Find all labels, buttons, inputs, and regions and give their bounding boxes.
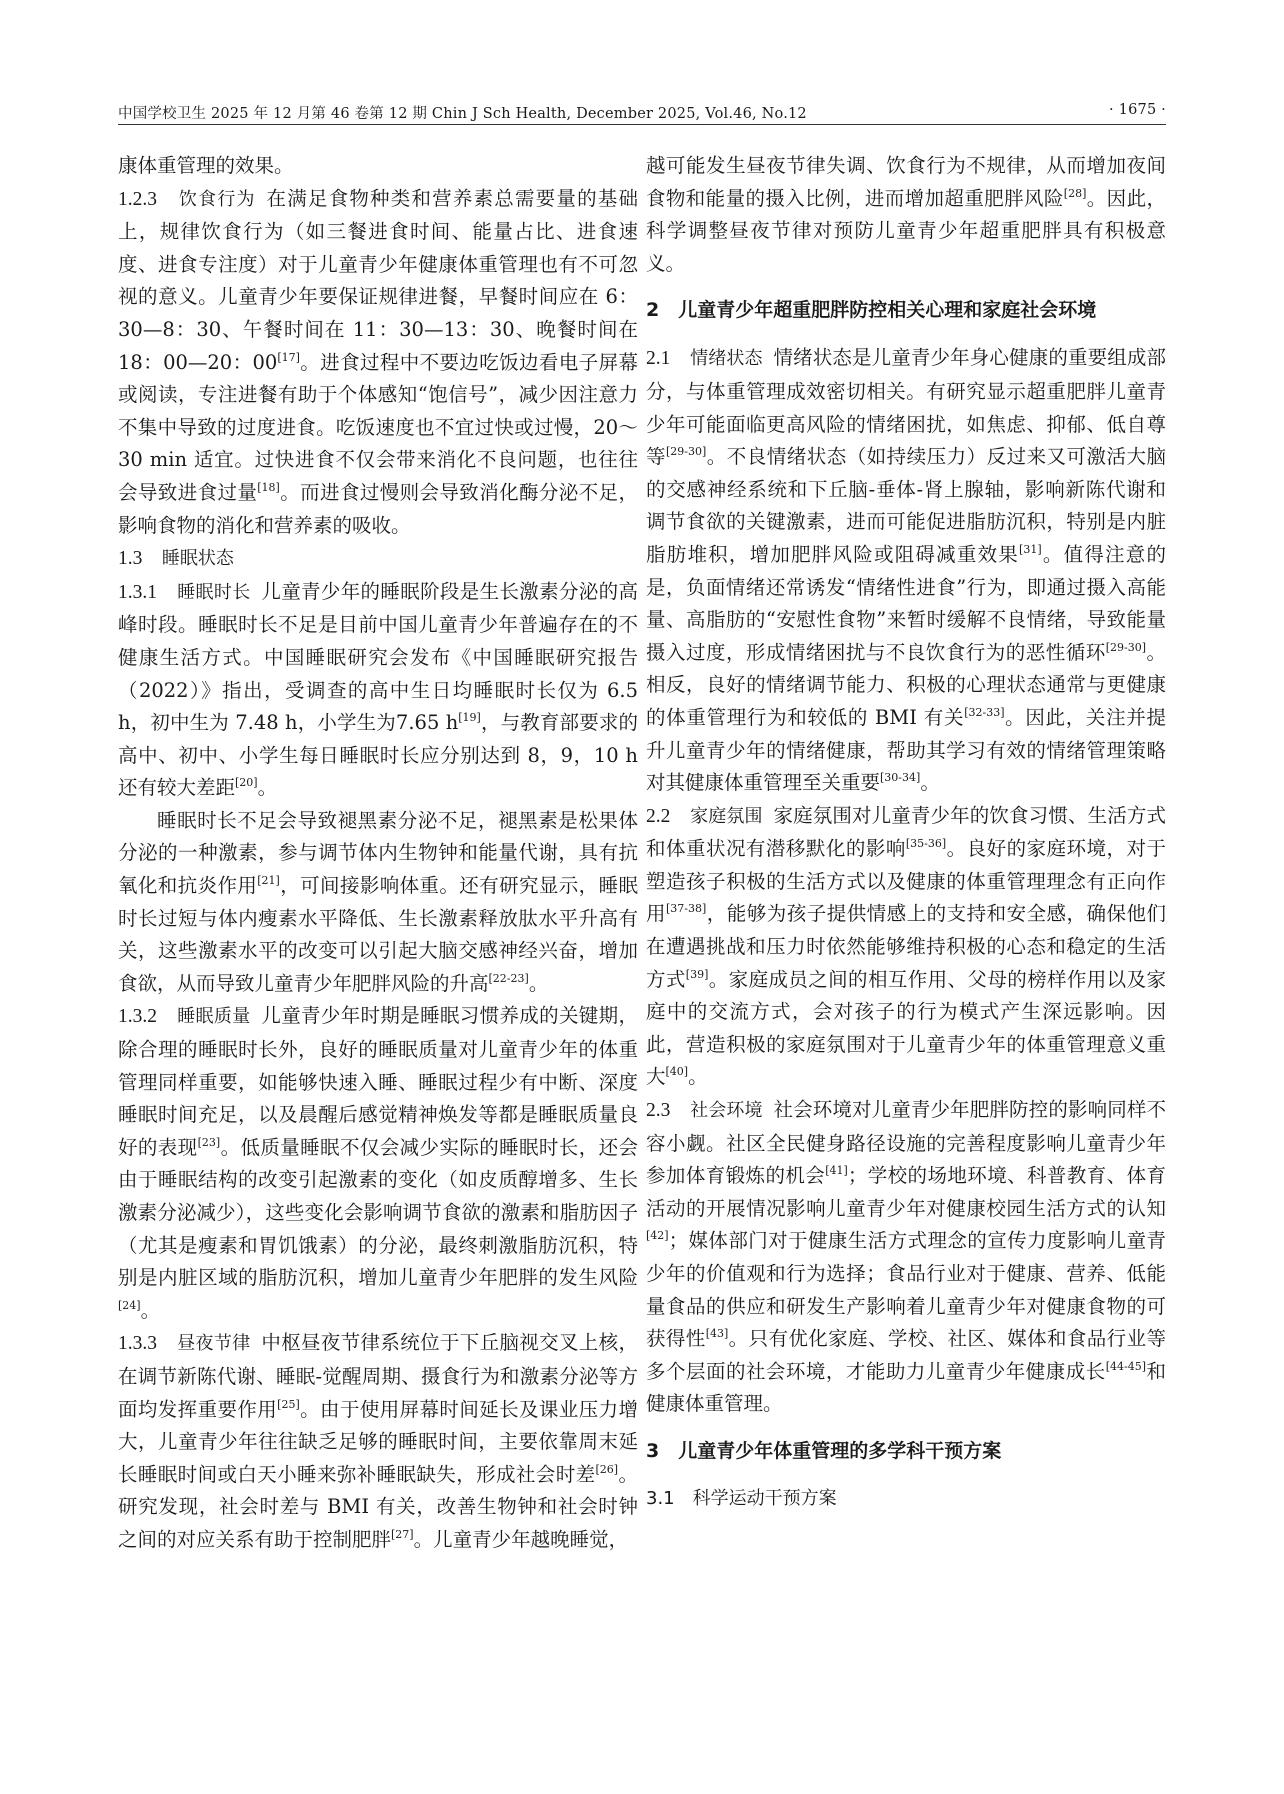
citation: [40] xyxy=(665,1065,689,1079)
citation: [32-33] xyxy=(964,705,1005,719)
subsection-title: 睡眠状态 xyxy=(161,548,234,570)
subsection-title: 情绪状态 xyxy=(690,348,763,370)
subsection-title: 昼夜节律 xyxy=(177,1333,251,1355)
subsection-number: 2.1 xyxy=(646,348,671,370)
citation: [30-34] xyxy=(880,771,921,785)
citation: [42] xyxy=(646,1229,669,1243)
citation: [25] xyxy=(277,1397,300,1411)
page-number: · 1675 · xyxy=(1109,102,1166,118)
citation: [28] xyxy=(1063,186,1087,200)
left-column xyxy=(118,150,638,1557)
citation: [20] xyxy=(235,776,258,790)
section-2-2: 2.2 家庭氛围 家庭氛围对儿童青少年的饮食习惯、生活方式和体重状况有潜移默化的影响[35-36]。良好的家庭环境，对于塑造孩子积极的生活方式以及健康的体重管理理念有正向作用[37-38]，能够为孩子提供情感上的支持和安全感，确保他们在遭遇挑战和压力时依然能够维持积极的心态和稳定的生活方式[39]。家庭成员之间的相互作用、父母的榜样作用以及家庭中的交流方式，会对孩子的行为模式产生深远影响。因此，营造积极的家庭氛围对于儿童青少年的体重管理意义重大[40]。 xyxy=(646,803,1166,1089)
subsection-number: 1.2.3 xyxy=(118,188,157,210)
citation: [31] xyxy=(1019,542,1042,556)
journal-citation: 中国学校卫生 2025 年 12 月第 46 卷第 12 期 Chin J Sch Health, December 2025, Vol.46, No.12 xyxy=(118,106,807,122)
subsection-number: 2.3 xyxy=(646,1100,671,1122)
citation: [22-23] xyxy=(488,971,529,985)
subsection-number: 1.3.1 xyxy=(118,581,157,603)
subsection-number: 1.3.2 xyxy=(118,1006,157,1028)
section-2-3: 2.3 社会环境 社会环境对儿童青少年肥胖防控的影响同样不容小觑。社区全民健身路径设施的完善程度影响儿童青少年参加体育锻炼的机会[41]；学校的场地环境、科普教育、体育活动的开展情况影响儿童青少年对健康校园生活方式的认知[42]；媒体部门对于健康生活方式理念的宣传力度影响儿童青少年的价值观和行为选择；食品行业对于健康、营养、低能量食品的供应和研发生产影响着儿童青少年对健康食物的可获得性[43]。只有优化家庭、学校、社区、媒体和食品行业等多个层面的社会环境，才能助力儿童青少年健康成长[44-45]和健康体重管理。 xyxy=(646,1098,1166,1416)
citation: [43] xyxy=(705,1327,729,1341)
paragraph: 睡眠时长不足会导致褪黑素分泌不足，褪黑素是松果体分泌的一种激素，参与调节体内生物钟和能量代谢，具有抗氧化和抗炎作用[21]，可间接影响体重。还有研究显示，睡眠时长过短与体内瘦素水平降低、生长激素释放肽水平升高有关，这些激素水平的改变可以引起大脑交感神经兴奋，增加食欲，从而导致儿童青少年肥胖风险的升高[22-23]。 xyxy=(118,808,638,995)
section-1-3-2: 1.3.2 睡眠质量 儿童青少年时期是睡眠习惯养成的关键期，除合理的睡眠时长外，良好的睡眠质量对儿童青少年的体重管理同样重要，如能够快速入睡、睡眠过程少有中断、深度睡眠时间充足，以及晨醒后感觉精神焕发等都是睡眠质量良好的表现[23]。低质量睡眠不仅会减少实际的睡眠时长，还会由于睡眠结构的改变引起激素的变化（如皮质醇增多、生长激素分泌减少），这些变化会影响调节食欲的激素和脂肪因子（尤其是瘦素和胃饥饿素）的分泌，最终刺激脂肪沉积，特别是内脏区域的脂肪沉积，增加儿童青少年肥胖的发生风险[24]。 xyxy=(118,1004,638,1322)
paragraph: 康体重管理的效果。 xyxy=(118,154,294,177)
section-1-3-3: 1.3.3 昼夜节律 中枢昼夜节律系统位于下丘脑视交叉上核，在调节新陈代谢、睡眠-觉醒周期、摄食行为和激素分泌等方面均发挥重要作用[25]。由于使用屏幕时间延长及课业压力增大，儿童青少年往往缺乏足够的睡眠时间，主要依靠周末延长睡眠时间或白天小睡来弥补睡眠缺失，形成社会时差[26]。研究发现，社会时差与 BMI 有关，改善生物钟和社会时钟之间的对应关系有助于控制肥胖[27]。儿童青少年越晚睡觉， xyxy=(118,1331,638,1551)
subsection-title: 家庭氛围 xyxy=(690,805,763,827)
section-1-3-1: 1.3.1 睡眠时长 儿童青少年的睡眠阶段是生长激素分泌的高峰时段。睡眠时长不足是目前中国儿童青少年普遍存在的不健康生活方式。中国睡眠研究会发布《中国睡眠研究报告（2022）》指出，受调查的高中生日均睡眠时长仅为 6.5 h，初中生为 7.48 h，小学生为7.65 h[19]，与教育部要求的高中、初中、小学生每日睡眠时长应分别达到 8，9，10 h 还有较大差距[20]。 xyxy=(118,579,638,800)
citation: [29-30] xyxy=(1105,640,1146,654)
citation: [21] xyxy=(257,874,280,888)
citation: [19] xyxy=(458,711,481,725)
section-1-2-3: 1.2.3 饮食行为 在满足食物种类和营养素总需要量的基础上，规律饮食行为（如三餐进食时间、能量占比、进食速度、进食专注度）对于儿童青少年健康体重管理也有不可忽视的意义。儿童青少年要保证规律进餐，早餐时间应在 6：30—8：30、午餐时间在 11：30—13：30、晚餐时间在 18：00—20：00[17]。进食过程中不要边吃饭边看电子屏幕或阅读，专注进餐有助于个体感知“饱信号”，减少因注意力不集中导致的过度进食。吃饭速度也不宜过快或过慢，20～30 min 适宜。过快进食不仅会带来消化不良问题，也往往会导致进食过量[18]。而进食过慢则会导致消化酶分泌不足，影响食物的消化和营养素的吸收。 xyxy=(118,186,638,537)
citation: [17] xyxy=(277,350,300,364)
section-2-heading: 2 儿童青少年超重肥胖防控相关心理和家庭社会环境 xyxy=(646,299,1097,322)
citation: [35-36] xyxy=(905,837,947,851)
right-column xyxy=(646,150,1166,1516)
citation: [26] xyxy=(595,1462,619,1476)
section-3-1-heading: 3.1 科学运动干预方案 xyxy=(646,1487,837,1509)
subsection-number: 1.3 xyxy=(118,548,143,570)
subsection-title: 社会环境 xyxy=(690,1100,763,1122)
citation: [44-45] xyxy=(1105,1359,1146,1373)
section-1-3-heading xyxy=(118,542,638,576)
subsection-title: 饮食行为 xyxy=(178,188,256,210)
citation: [41] xyxy=(825,1164,848,1178)
subsection-title: 睡眠时长 xyxy=(177,581,251,603)
citation: [23] xyxy=(197,1135,221,1149)
citation: [24] xyxy=(118,1298,141,1312)
citation: [29-30] xyxy=(666,445,707,459)
paragraph: 越可能发生昼夜节律失调、饮食行为不规律，从而增加夜间食物和能量的摄入比例，进而增加超重肥胖风险[28]。因此，科学调整昼夜节律对预防儿童青少年超重肥胖具有积极意义。 xyxy=(646,154,1166,275)
subsection-number: 2.2 xyxy=(646,805,671,827)
subsection-number: 1.3.3 xyxy=(118,1333,157,1355)
section-2-1: 2.1 情绪状态 情绪状态是儿童青少年身心健康的重要组成部分，与体重管理成效密切相关。有研究显示超重肥胖儿童青少年可能面临更高风险的情绪困扰，如焦虑、抑郁、低自尊等[29-30]。不良情绪状态（如持续压力）反过来又可激活大脑的交感神经系统和下丘脑-垂体-肾上腺轴，影响新陈代谢和调节食欲的关键激素，进而可能促进脂肪沉积，特别是内脏脂肪堆积，增加肥胖风险或阻碍减重效果[31]。值得注意的是，负面情绪还常诱发“情绪性进食”行为，即通过摄入高能量、高脂肪的“安慰性食物”来暂时缓解不良情绪，导致能量摄入过度，形成情绪困扰与不良饮食行为的恶性循环[29-30]。相反，良好的情绪调节能力、积极的心理状态通常与更健康的体重管理行为和较低的 BMI 有关[32-33]。因此，关注并提升儿童青少年的情绪健康，帮助其学习有效的情绪管理策略对其健康体重管理至关重要[30-34]。 xyxy=(646,346,1166,795)
citation: [37-38] xyxy=(666,902,707,916)
citation: [18] xyxy=(257,480,280,494)
citation: [27] xyxy=(391,1527,414,1541)
section-3-heading: 3 儿童青少年体重管理的多学科干预方案 xyxy=(646,1439,1002,1462)
subsection-title: 睡眠质量 xyxy=(177,1006,251,1028)
running-header xyxy=(118,98,1166,125)
citation: [39] xyxy=(685,967,709,981)
